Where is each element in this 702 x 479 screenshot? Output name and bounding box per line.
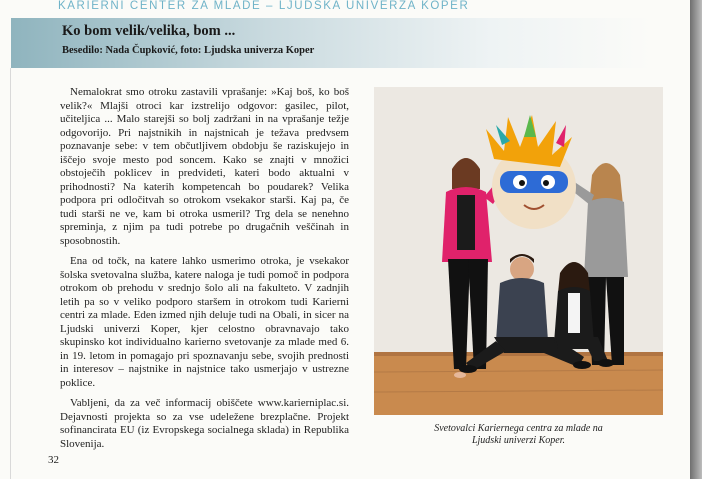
article-paragraph-3: Vabljeni, da za več informacij obiščete www.karierniplac.si. Dejavnosti projekta so za vse udeležene brezplačne. Projekt sofinancirata EU (iz Evropskega socialnega sklada) in Republika Slovenija. xyxy=(60,397,349,450)
article-paragraph-1: Nemalokrat smo otroku zastavili vprašanje: »Kaj boš, ko boš velik?« Mlajši otroci kar izstrelijo odgovor: gasilec, pilot, učiteljica ... Malo starejši so bolj zadržani in na vprašanje težje odgovorijo. Pri najstnikih in najstnicah je težava predvsem poznavanje sebe: v tem občutljivem obdobju še raziskujejo in iščejo svoje mesto pod soncem. Kako se znajti v množici obstoječih poklicev in predvideti, kateri bodo aktualni v prihodnosti? Na katerih kompetencah bo poudarek? Velika podpora pri odločitvah so otrokom vsekakor starši. Kaj pa, če tudi starši ne ve, kam bi otroka usmeril? Trg dela se nenehno spreminja, z njim pa tudi potrebe po drugačnih veščinah in sposobnostih. xyxy=(60,86,349,247)
team-photo-illustration xyxy=(374,87,663,415)
team-photo xyxy=(374,87,663,415)
photo-caption-line-1: Svetovalci Kariernega centra za mlade na xyxy=(434,423,603,434)
page-number: 32 xyxy=(48,454,59,466)
article-byline: Besedilo: Nada Čupković, foto: Ljudska univerza Koper xyxy=(62,45,315,56)
photo-caption-line-2: Ljudski univerzi Koper. xyxy=(471,435,566,446)
photo-caption xyxy=(374,423,663,447)
page-margin-line xyxy=(10,68,11,479)
article-body xyxy=(60,86,349,458)
article-paragraph-2: Ena od točk, na katere lahko usmerimo otroka, je vsekakor šolska svetovalna služba, katere naloga je tudi pomoč in podpora otrokom ob prehodu v srednjo šolo ali na fakulteto. V zadnjih letih pa so v veliko podporo staršem in otrokom tudi Karierni centri za mlade. Eden izmed njih deluje tudi na Obali, in sicer na Ljudski univerzi Koper, kjer celostno obravnavajo tako skupinsko kot individualno karierno svetovanje za mlade med 6. in 19. letom in pomagajo pri spoznavanju sebe, svojih prednosti in interesov – najstnike in najstnice tako usmerjajo v ustrezne poklice. xyxy=(60,255,349,389)
article-headline: Ko bom velik/velika, bom ... xyxy=(62,23,236,39)
page-edge-shadow xyxy=(690,0,702,479)
section-title: KARIERNI CENTER ZA MLADE – LJUDSKA UNIVERZA KOPER xyxy=(58,0,470,12)
